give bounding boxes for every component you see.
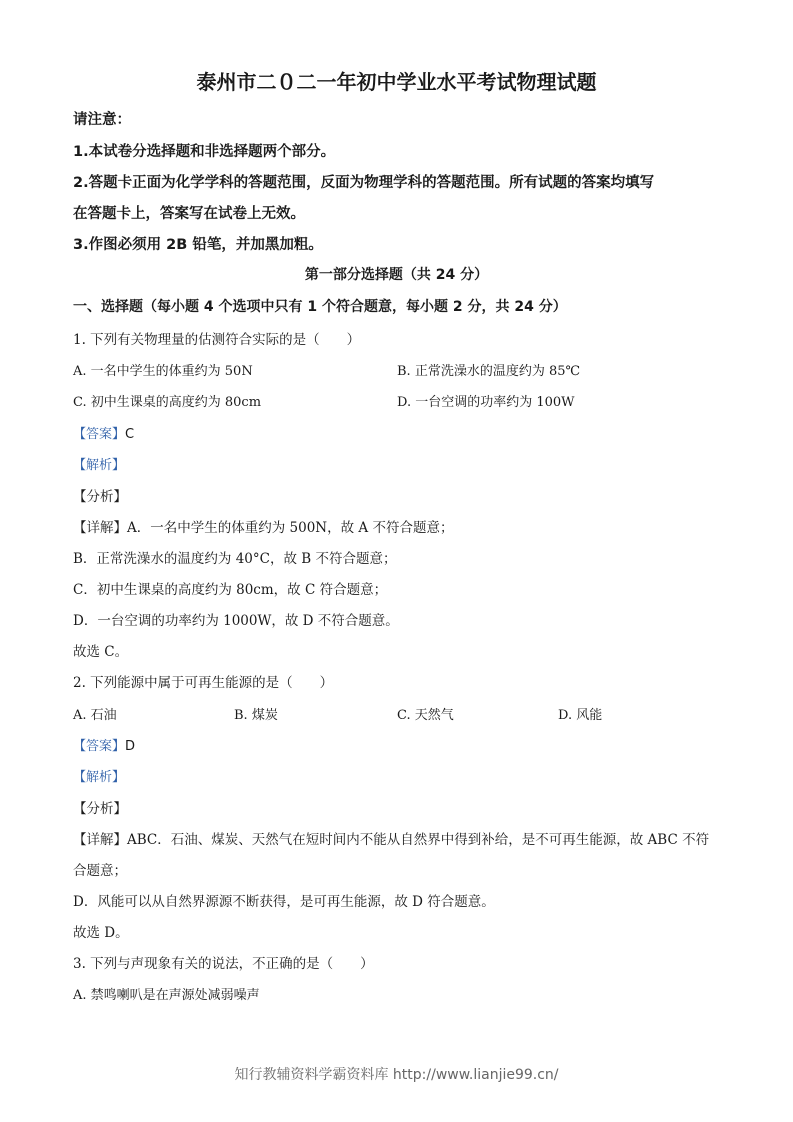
notice-item-2: 2.答题卡正面为化学学科的答题范围，反面为物理学科的答题范围。所有试题的答案均填写	[73, 175, 655, 191]
q2-conclusion: 故选 D。	[73, 925, 129, 941]
q2-detail-abc-cont: 合题意；	[73, 863, 127, 879]
section-title: 一、选择题（每小题 4 个选项中只有 1 个符合题意，每小题 2 分，共 24 分）	[73, 299, 567, 315]
q1-answer-row	[73, 423, 134, 442]
q1-option-a: A. 一名中学生的体重约为 50N	[73, 364, 253, 379]
answer-label: 【答案】	[73, 427, 126, 442]
q2-fenxi-label: 【分析】	[73, 801, 127, 817]
q1-analysis-label: 【解析】	[73, 458, 126, 473]
q1-answer-value: C	[125, 427, 135, 442]
part-title: 第一部分选择题（共 24 分）	[304, 267, 489, 283]
q3-stem: 3. 下列与声现象有关的说法，不正确的是（ ）	[73, 956, 374, 972]
q2-option-c: C. 天然气	[397, 708, 454, 723]
q2-detail-row	[73, 828, 709, 848]
q1-detail-c: C．初中生课桌的高度约为 80cm，故 C 符合题意；	[73, 582, 388, 598]
q1-detail-row	[73, 516, 453, 536]
q1-detail-b: B．正常洗澡水的温度约为 40°C，故 B 不符合题意；	[73, 551, 397, 567]
q2-answer-value: D	[125, 739, 136, 754]
detail-label: 【详解】	[73, 832, 127, 848]
q3-option-a: A. 禁鸣喇叭是在声源处减弱噪声	[73, 988, 260, 1003]
answer-label: 【答案】	[73, 739, 126, 754]
q1-detail-d: D．一台空调的功率约为 1000W，故 D 不符合题意。	[73, 613, 399, 629]
q1-option-c: C. 初中生课桌的高度约为 80cm	[73, 395, 262, 410]
notice-heading: 请注意：	[73, 112, 131, 128]
exam-title: 泰州市二０二一年初中学业水平考试物理试题	[196, 70, 597, 94]
q2-detail-d: D．风能可以从自然界源源不断获得，是可再生能源，故 D 符合题意。	[73, 894, 495, 910]
q2-analysis-label: 【解析】	[73, 770, 126, 785]
q1-option-b: B. 正常洗澡水的温度约为 85℃	[397, 364, 581, 379]
notice-item-1: 1.本试卷分选择题和非选择题两个部分。	[73, 144, 336, 160]
q2-stem: 2. 下列能源中属于可再生能源的是（ ）	[73, 675, 334, 691]
q1-detail-a: A．一名中学生的体重约为 500N，故 A 不符合题意；	[127, 520, 454, 536]
q1-stem: 1. 下列有关物理量的估测符合实际的是（ ）	[73, 332, 361, 348]
q2-answer-row	[73, 735, 135, 754]
detail-label: 【详解】	[73, 520, 127, 536]
footer-watermark: 知行教辅资料学霸资料库 http://www.lianjie99.cn/	[234, 1067, 559, 1083]
q2-option-a: A. 石油	[73, 708, 117, 723]
q1-option-d: D. 一台空调的功率约为 100W	[397, 395, 575, 410]
q1-fenxi-label: 【分析】	[73, 489, 127, 505]
notice-item-2-cont: 在答题卡上，答案写在试卷上无效。	[73, 206, 305, 222]
q1-conclusion: 故选 C。	[73, 644, 129, 660]
q2-option-b: B. 煤炭	[234, 708, 278, 723]
notice-item-3: 3.作图必须用 2B 铅笔，并加黑加粗。	[73, 237, 323, 253]
q2-option-d: D. 风能	[558, 708, 603, 723]
q2-detail-abc: ABC．石油、煤炭、天然气在短时间内不能从自然界中得到补给，是不可再生能源，故 ABC 不符	[127, 832, 710, 848]
